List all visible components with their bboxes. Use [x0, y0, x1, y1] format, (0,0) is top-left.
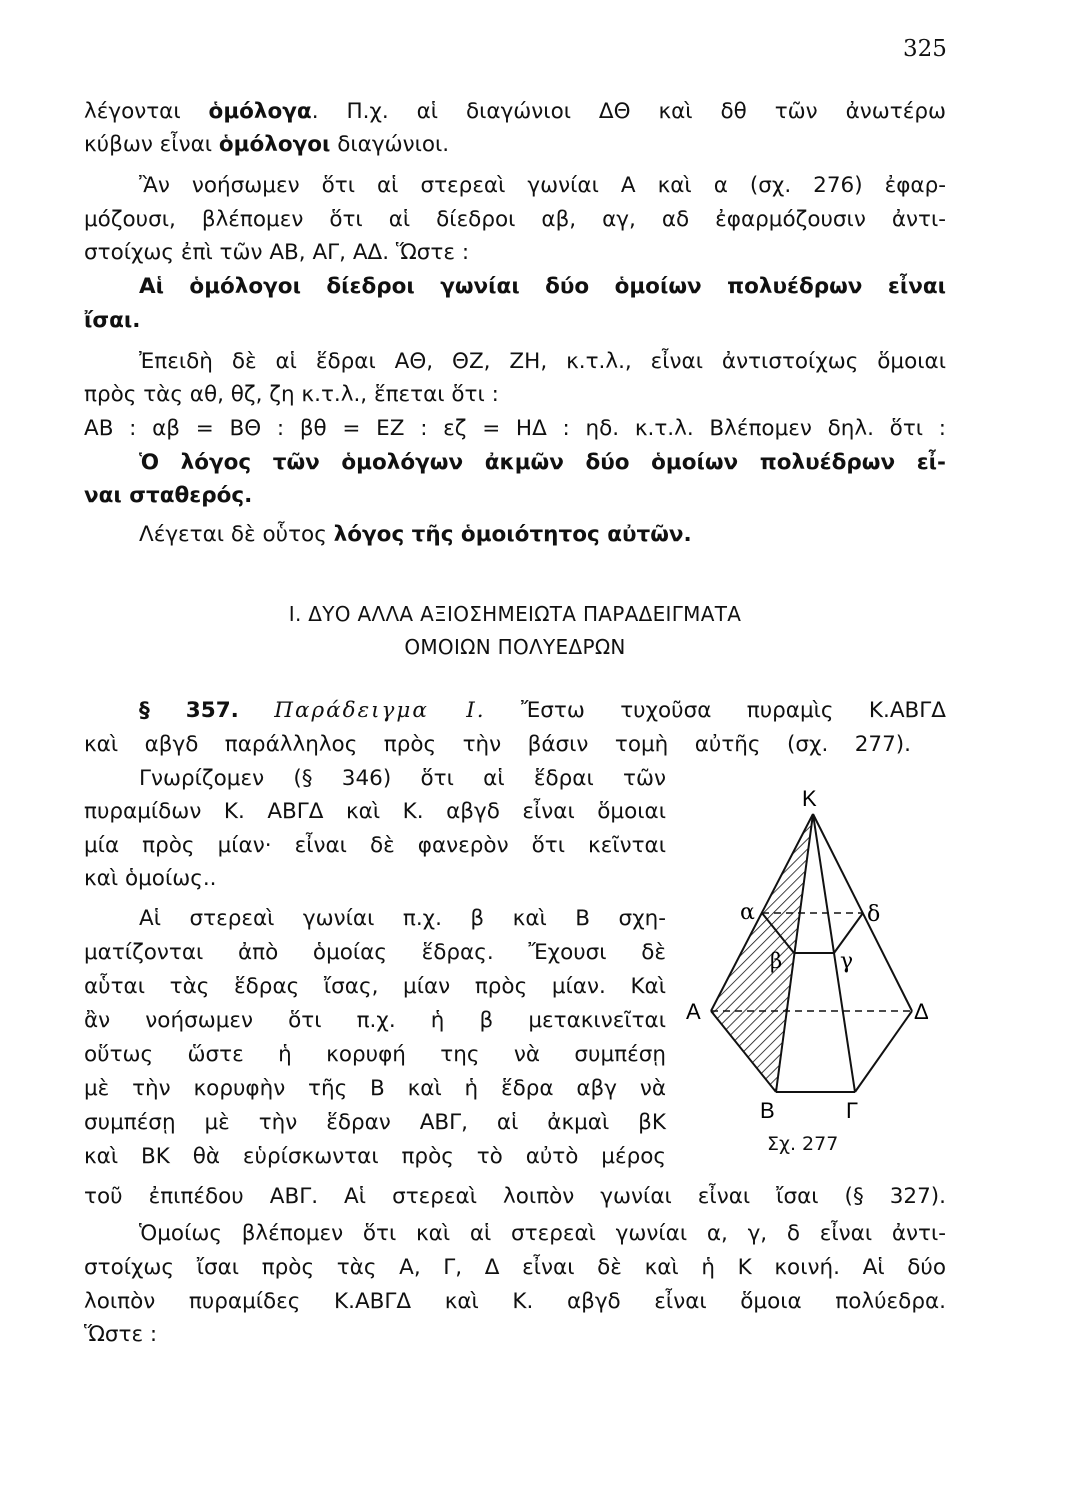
body-line-15: τοῦ ἐπιπέδου ΑΒΓ. Αἱ στερεαὶ λοιπὸν γωνίαι εἶναι ἴσαι (§ 327).	[84, 1184, 946, 1209]
text-line-4: μόζουσι, βλέπομεν ὅτι αἱ δίεδροι αβ, αγ, αδ ἐφαρμόζουσιν ἀντι-	[84, 207, 946, 232]
body-line-11: οὕτως ὥστε ἡ κορυφή της νὰ συμπέσῃ	[84, 1042, 666, 1067]
body-line-8: ματίζονται ἀπὸ ὁμοίας ἕδρας. Ἔχουσι δὲ	[84, 940, 666, 965]
label-Delta: Δ	[914, 999, 929, 1024]
theorem-line-1: Αἱ ὁμόλογοι δίεδροι γωνίαι δύο ὁμοίων πολυέδρων εἶναι	[139, 274, 946, 299]
theorem-line-3: Ὁ λόγος τῶν ὁμολόγων ἀκμῶν δύο ὁμοίων πολυέδρων εἶ-	[139, 450, 946, 475]
text-line-8: Ἐπειδὴ δὲ αἱ ἕδραι ΑΘ, ΘΖ, ΖΗ, κ.τ.λ., εἶναι ἀντιστοίχως ὅμοιαι	[139, 349, 946, 374]
body-line-5: μία πρὸς μίαν· εἶναι δὲ φανερὸν ὅτι κεῖνται	[84, 833, 666, 858]
text-run: Λέγεται δὲ οὗτος	[139, 522, 334, 547]
label-gamma: γ	[840, 949, 854, 974]
body-line-9: αὗται τὰς ἕδρας ἴσας, μίαν πρὸς μίαν. Καὶ	[84, 974, 666, 999]
text-line-5: στοίχως ἐπὶ τῶν ΑΒ, ΑΓ, ΑΔ. Ὥστε :	[84, 240, 470, 265]
body-line-3: Γνωρίζομεν (§ 346) ὅτι αἱ ἕδραι τῶν	[139, 766, 666, 791]
edge-gd	[834, 913, 863, 953]
paragraph-357-line-1	[139, 694, 946, 728]
figure-caption: Σχ. 277	[767, 1133, 839, 1155]
bold-term: ὁμόλογα	[208, 99, 312, 124]
body-line-17: στοίχως ἴσαι πρὸς τὰς Α, Γ, Δ εἶναι δὲ καὶ ἡ Κ κοινή. Αἱ δύο	[84, 1255, 946, 1280]
label-beta: β	[770, 949, 783, 973]
bold-term: ὁμόλογοι	[218, 132, 331, 157]
body-line-16: Ὁμοίως βλέπομεν ὅτι καὶ αἱ στερεαὶ γωνίαι α, γ, δ εἶναι ἀντι-	[139, 1221, 946, 1246]
label-Gamma: Γ	[846, 1098, 859, 1123]
body-line-2: καὶ αβγδ παράλληλος πρὸς τὴν βάσιν τομὴ αὐτῆς (σχ. 277).	[84, 732, 911, 757]
text-line-2	[84, 128, 946, 162]
pyramid-figure	[680, 778, 950, 1168]
text-run: Ἔστω τυχοῦσα πυραμὶς Κ.ΑΒΓΔ	[485, 698, 946, 723]
edge-GD	[855, 1011, 912, 1092]
body-line-10: ἂν νοήσωμεν ὅτι π.χ. ἡ β μετακινεῖται	[84, 1008, 666, 1033]
body-line-4: πυραμίδων Κ. ΑΒΓΔ καὶ Κ. αβγδ εἶναι ὅμοιαι	[84, 799, 666, 824]
bold-term: λόγος τῆς ὁμοιότητος αὐτῶν.	[333, 522, 692, 547]
paragraph-number: § 357.	[139, 698, 239, 723]
page-number: 325	[903, 36, 947, 62]
text-line-1	[84, 95, 946, 129]
label-A: Α	[686, 999, 701, 1024]
body-line-7: Αἱ στερεαὶ γωνίαι π.χ. β καὶ Β σχη-	[139, 906, 666, 931]
text-line-10: ΑΒ : αβ = ΒΘ : βθ = ΕΖ : εζ = ΗΔ : ηδ. κ.τ.λ. Βλέπομεν δηλ. ὅτι :	[84, 416, 946, 441]
label-K: Κ	[802, 786, 817, 811]
text-run: κύβων εἶναι	[84, 132, 219, 157]
theorem-line-4: ναι σταθερός.	[84, 483, 253, 508]
body-line-12: μὲ τὴν κορυφὴν τῆς Β καὶ ἡ ἕδρα αβγ νὰ	[84, 1076, 666, 1101]
text-run: διαγώνιοι.	[330, 132, 450, 157]
section-heading-line-2: ΟΜΟΙΩΝ ΠΟΛΥΕΔΡΩΝ	[404, 635, 626, 659]
text-line-3: Ἂν νοήσωμεν ὅτι αἱ στερεαὶ γωνίαι Α καὶ α (σχ. 276) ἐφαρ-	[139, 173, 946, 198]
body-line-6: καὶ ὁμοίως..	[84, 866, 217, 891]
text-run: . Π.χ. αἱ διαγώνιοι ΔΘ καὶ δθ τῶν ἀνωτέρω	[311, 99, 946, 124]
body-line-14: καὶ ΒΚ θὰ εὑρίσκωνται πρὸς τὸ αὐτὸ μέρος	[84, 1144, 666, 1169]
body-line-19: Ὥστε :	[84, 1322, 158, 1347]
body-line-18: λοιπὸν πυραμίδες Κ.ΑΒΓΔ καὶ Κ. αβγδ εἶναι ὅμοια πολύεδρα.	[84, 1289, 946, 1314]
label-B: Β	[760, 1098, 775, 1123]
text-run: λέγονται	[84, 99, 209, 124]
text-line-9: πρὸς τὰς αθ, θζ, ζη κ.τ.λ., ἕπεται ὅτι :	[84, 382, 499, 407]
body-line-13: συμπέσῃ μὲ τὴν ἕδραν ΑΒΓ, αἱ ἀκμαὶ βΚ	[84, 1110, 666, 1135]
example-title: Παράδειγμα Ι.	[274, 698, 486, 723]
section-heading-line-1: Ι. ΔΥΟ ΑΛΛΑ ΑΞΙΟΣΗΜΕΙΩΤΑ ΠΑΡΑΔΕΙΓΜΑΤΑ	[288, 602, 742, 626]
label-alpha: α	[740, 900, 755, 925]
text-line-13	[139, 518, 1001, 552]
theorem-line-2: ἴσαι.	[84, 308, 141, 333]
label-delta-small: δ	[867, 902, 881, 927]
